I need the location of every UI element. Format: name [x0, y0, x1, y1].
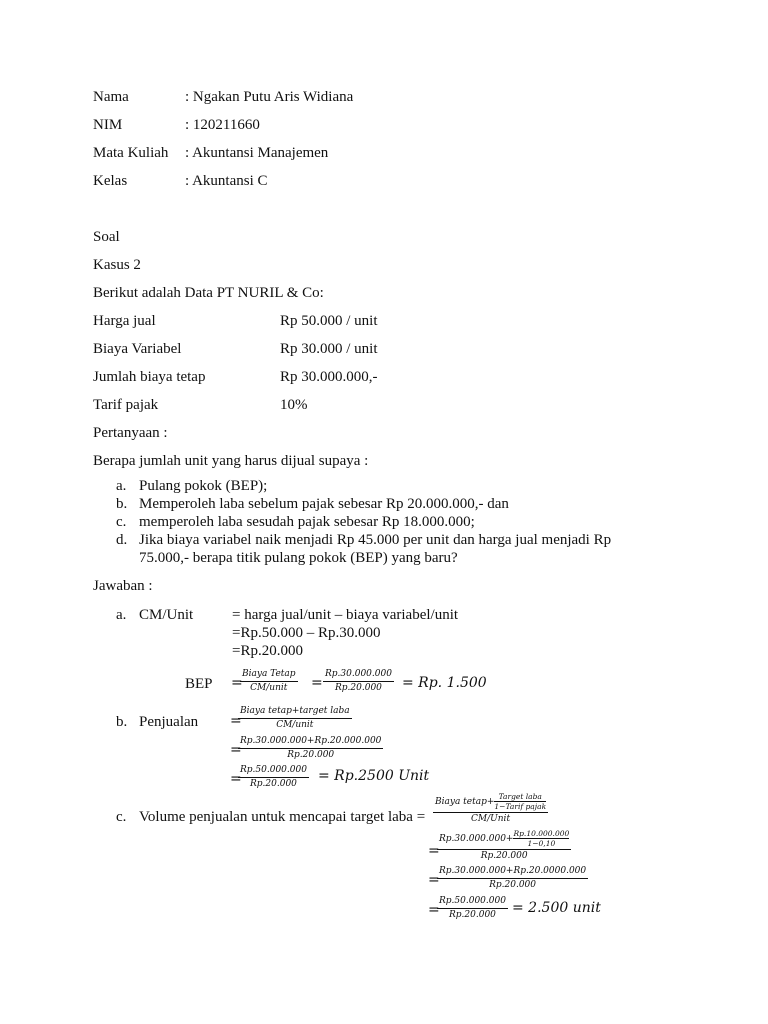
nested-numerator: Rp.10.000.000: [513, 829, 570, 838]
identity-label-nim: NIM: [93, 117, 123, 133]
answer-c-label: Volume penjualan untuk mencapai target laba =: [139, 809, 426, 825]
identity-label-mata-kuliah: Mata Kuliah: [93, 145, 169, 161]
fraction-denominator: CM/unit: [238, 718, 352, 731]
data-value-tarif-pajak: 10%: [280, 397, 308, 413]
numerator-part: Biaya tetap+: [435, 797, 495, 807]
fraction-numerator: Biaya tetap+target laba: [240, 706, 350, 716]
fraction-sales-sum: [238, 765, 309, 790]
equals-sign: =: [230, 742, 242, 758]
identity-value-mata-kuliah: : Akuntansi Manajemen: [185, 145, 329, 161]
answer-marker: a.: [116, 607, 127, 623]
equals-sign: =: [230, 713, 242, 729]
equals-sign: =: [428, 902, 440, 918]
fraction-denominator: Rp.20.000: [437, 878, 588, 891]
question-item: Memperoleh laba sebelum pajak sebesar Rp 20.000.000,- dan: [139, 496, 509, 512]
answer-marker: b.: [116, 714, 128, 730]
fraction-numerator: Rp.50.000.000: [439, 896, 506, 906]
fraction-denominator: Rp.20.000: [238, 748, 383, 761]
data-value-harga-jual: Rp 50.000 / unit: [280, 313, 378, 329]
nested-numerator: Target laba: [498, 792, 542, 801]
fraction-numerator: Rp.30.000.000+Rp.20.0000.000: [439, 866, 587, 876]
fraction-volume-values: [437, 829, 571, 862]
identity-label-nama: Nama: [93, 89, 129, 105]
data-label-harga-jual: Harga jual: [93, 313, 156, 329]
fraction-denominator: Rp.20.000: [238, 777, 309, 790]
fraction-volume-total: [437, 896, 508, 921]
pertanyaan-heading: Pertanyaan :: [93, 425, 168, 441]
nested-fraction: [513, 829, 569, 848]
soal-heading: Soal: [93, 229, 120, 245]
identity-label-kelas: Kelas: [93, 173, 128, 189]
data-value-biaya-tetap: Rp 30.000.000,-: [280, 369, 378, 385]
data-label-tarif-pajak: Tarif pajak: [93, 397, 159, 413]
answer-a-label: CM/Unit: [139, 607, 194, 623]
question-item: Jika biaya variabel naik menjadi Rp 45.000 per unit dan harga jual menjadi Rp: [139, 532, 612, 548]
nested-fraction: [494, 792, 546, 811]
fraction-denominator: Rp.20.000: [437, 908, 508, 921]
kasus-heading: Kasus 2: [93, 257, 141, 273]
equals-sign: =: [231, 675, 243, 691]
fraction-denominator: Rp.20.000: [323, 681, 394, 694]
equals-sign: =: [230, 771, 242, 787]
answer-a-line2: =Rp.50.000 – Rp.30.000: [232, 625, 381, 641]
answer-b-label: Penjualan: [139, 714, 199, 730]
bep-result: = Rp. 1.500: [402, 675, 487, 691]
identity-value-nama: : Ngakan Putu Aris Widiana: [185, 89, 354, 105]
answer-a-line1: = harga jual/unit – biaya variabel/unit: [232, 607, 459, 623]
question-item: Pulang pokok (BEP);: [139, 478, 268, 494]
fraction-denominator: CM/unit: [240, 681, 298, 694]
fraction-numerator: Rp.50.000.000: [240, 765, 307, 775]
question-item-continued: 75.000,- berapa titik pulang pokok (BEP) yang baru?: [139, 550, 458, 566]
data-value-biaya-variabel: Rp 30.000 / unit: [280, 341, 378, 357]
volume-result: = 2.500 unit: [512, 900, 601, 916]
fraction-numerator: Rp.30.000.000+Rp.20.000.000: [240, 736, 382, 746]
equals-sign: =: [428, 872, 440, 888]
answer-marker: c.: [116, 809, 127, 825]
fraction-numerator: [433, 792, 548, 812]
data-label-biaya-variabel: Biaya Variabel: [93, 341, 182, 357]
fraction-sales-formula: [238, 706, 352, 731]
equals-sign: =: [311, 675, 323, 691]
sales-result: = Rp.2500 Unit: [318, 768, 430, 784]
answer-a-line3: =Rp.20.000: [232, 643, 303, 659]
question-lead: Berapa jumlah unit yang harus dijual supaya :: [93, 453, 369, 469]
identity-value-kelas: : Akuntansi C: [185, 173, 268, 189]
nested-denominator: 1−0,10: [513, 838, 569, 848]
jawaban-heading: Jawaban :: [93, 578, 153, 594]
fraction-numerator: Rp.30.000.000: [325, 669, 392, 679]
bep-label: BEP: [185, 676, 213, 692]
question-marker: c.: [116, 514, 127, 530]
numerator-part: Rp.30.000.000+: [439, 834, 514, 844]
fraction-denominator: Rp.20.000: [437, 849, 571, 862]
nested-denominator: 1−Tarif pajak: [494, 802, 547, 811]
fraction-numerator: [437, 829, 571, 849]
intro-text: Berikut adalah Data PT NURIL & Co:: [93, 285, 324, 301]
fraction-bep-formula: [240, 669, 298, 694]
data-label-biaya-tetap: Jumlah biaya tetap: [93, 369, 206, 385]
fraction-denominator: CM/Unit: [433, 812, 548, 825]
fraction-volume-formula: [433, 792, 548, 825]
question-marker: b.: [116, 496, 128, 512]
equals-sign: =: [428, 843, 440, 859]
fraction-numerator: Biaya Tetap: [242, 669, 296, 679]
question-item: memperoleh laba sesudah pajak sebesar Rp 18.000.000;: [139, 514, 475, 530]
question-marker: d.: [116, 532, 128, 548]
fraction-sales-values: [238, 736, 383, 761]
identity-value-nim: : 120211660: [185, 117, 260, 133]
question-marker: a.: [116, 478, 127, 494]
fraction-bep-values: [323, 669, 394, 694]
fraction-volume-sum: [437, 866, 588, 891]
